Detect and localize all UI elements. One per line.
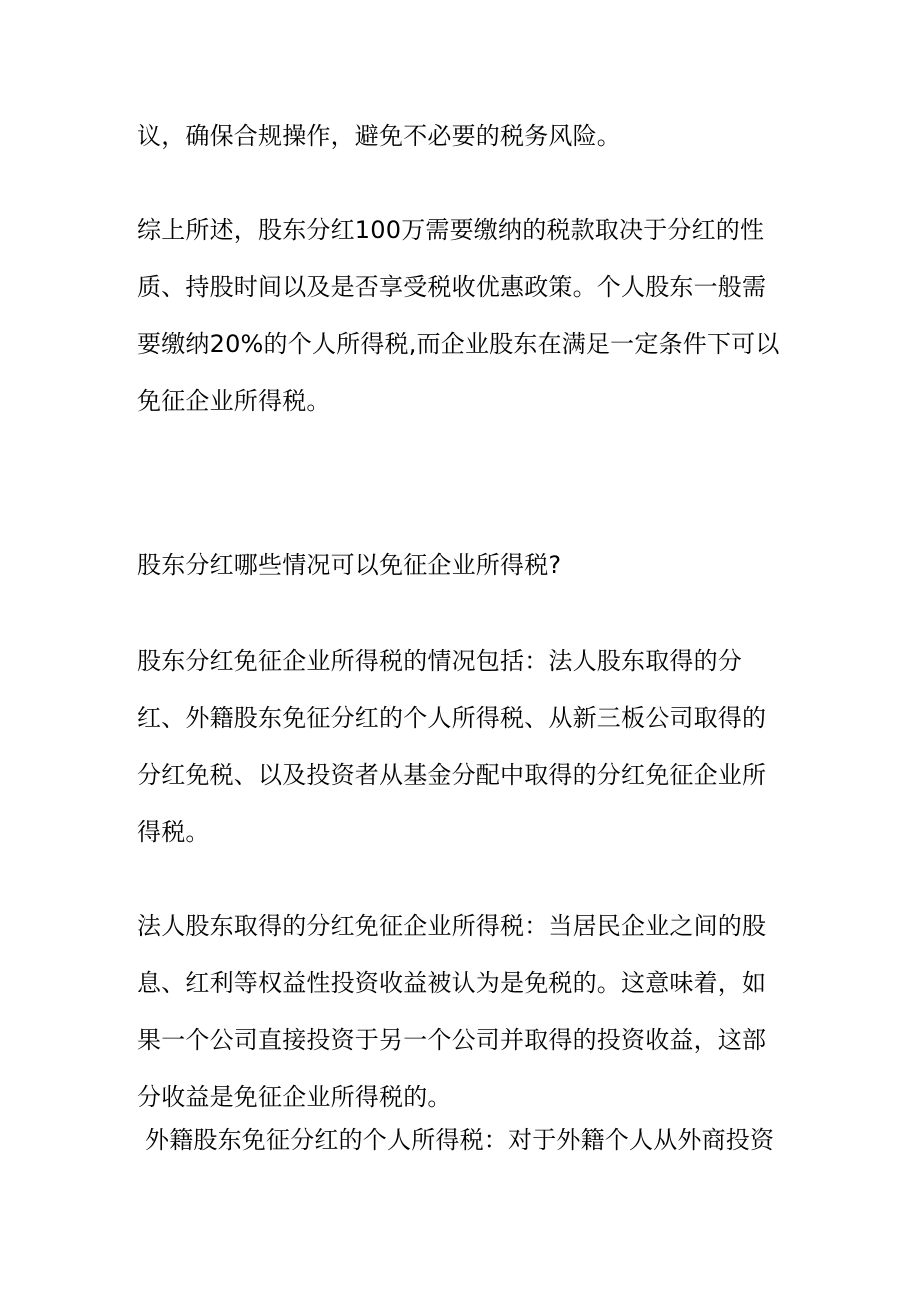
section-heading-text: 股东分红哪些情况可以免征企业所得税? bbox=[137, 551, 562, 579]
paragraph-compliance bbox=[137, 108, 797, 165]
paragraph-line: 质、持股时间以及是否享受税收优惠政策。个人股东一般需 bbox=[137, 273, 767, 301]
paragraph-line: 股东分红免征企业所得税的情况包括：法人股东取得的分 bbox=[137, 647, 742, 675]
paragraph-line: 免征企业所得税。 bbox=[137, 387, 331, 415]
paragraph-line: 法人股东取得的分红免征企业所得税：当居民企业之间的股 bbox=[137, 912, 767, 940]
paragraph-line: 果一个公司直接投资于另一个公司并取得的投资收益，这部 bbox=[137, 1026, 767, 1054]
paragraph-line: 红、外籍股东免征分红的个人所得税、从新三板公司取得的 bbox=[137, 704, 767, 732]
paragraph-foreign-shareholder bbox=[145, 1112, 805, 1169]
paragraph-corporate-shareholder bbox=[137, 898, 797, 1126]
paragraph-line: 得税。 bbox=[137, 818, 210, 846]
paragraph-exemption-cases bbox=[137, 633, 797, 861]
paragraph-line: 外籍股东免征分红的个人所得税：对于外籍个人从外商投资 bbox=[145, 1126, 775, 1154]
paragraph-summary bbox=[137, 202, 797, 430]
paragraph-line: 议，确保合规操作，避免不必要的税务风险。 bbox=[137, 122, 621, 150]
paragraph-line: 分红免税、以及投资者从基金分配中取得的分红免征企业所 bbox=[137, 761, 767, 789]
paragraph-line: 分收益是免征企业所得税的。 bbox=[137, 1083, 452, 1111]
paragraph-line: 息、红利等权益性投资收益被认为是免税的。这意味着，如 bbox=[137, 969, 767, 997]
paragraph-line: 要缴纳20%的个人所得税,而企业股东在满足一定条件下可以 bbox=[137, 330, 780, 358]
paragraph-line: 综上所述，股东分红100万需要缴纳的税款取决于分红的性 bbox=[137, 216, 765, 244]
section-heading bbox=[137, 537, 797, 594]
